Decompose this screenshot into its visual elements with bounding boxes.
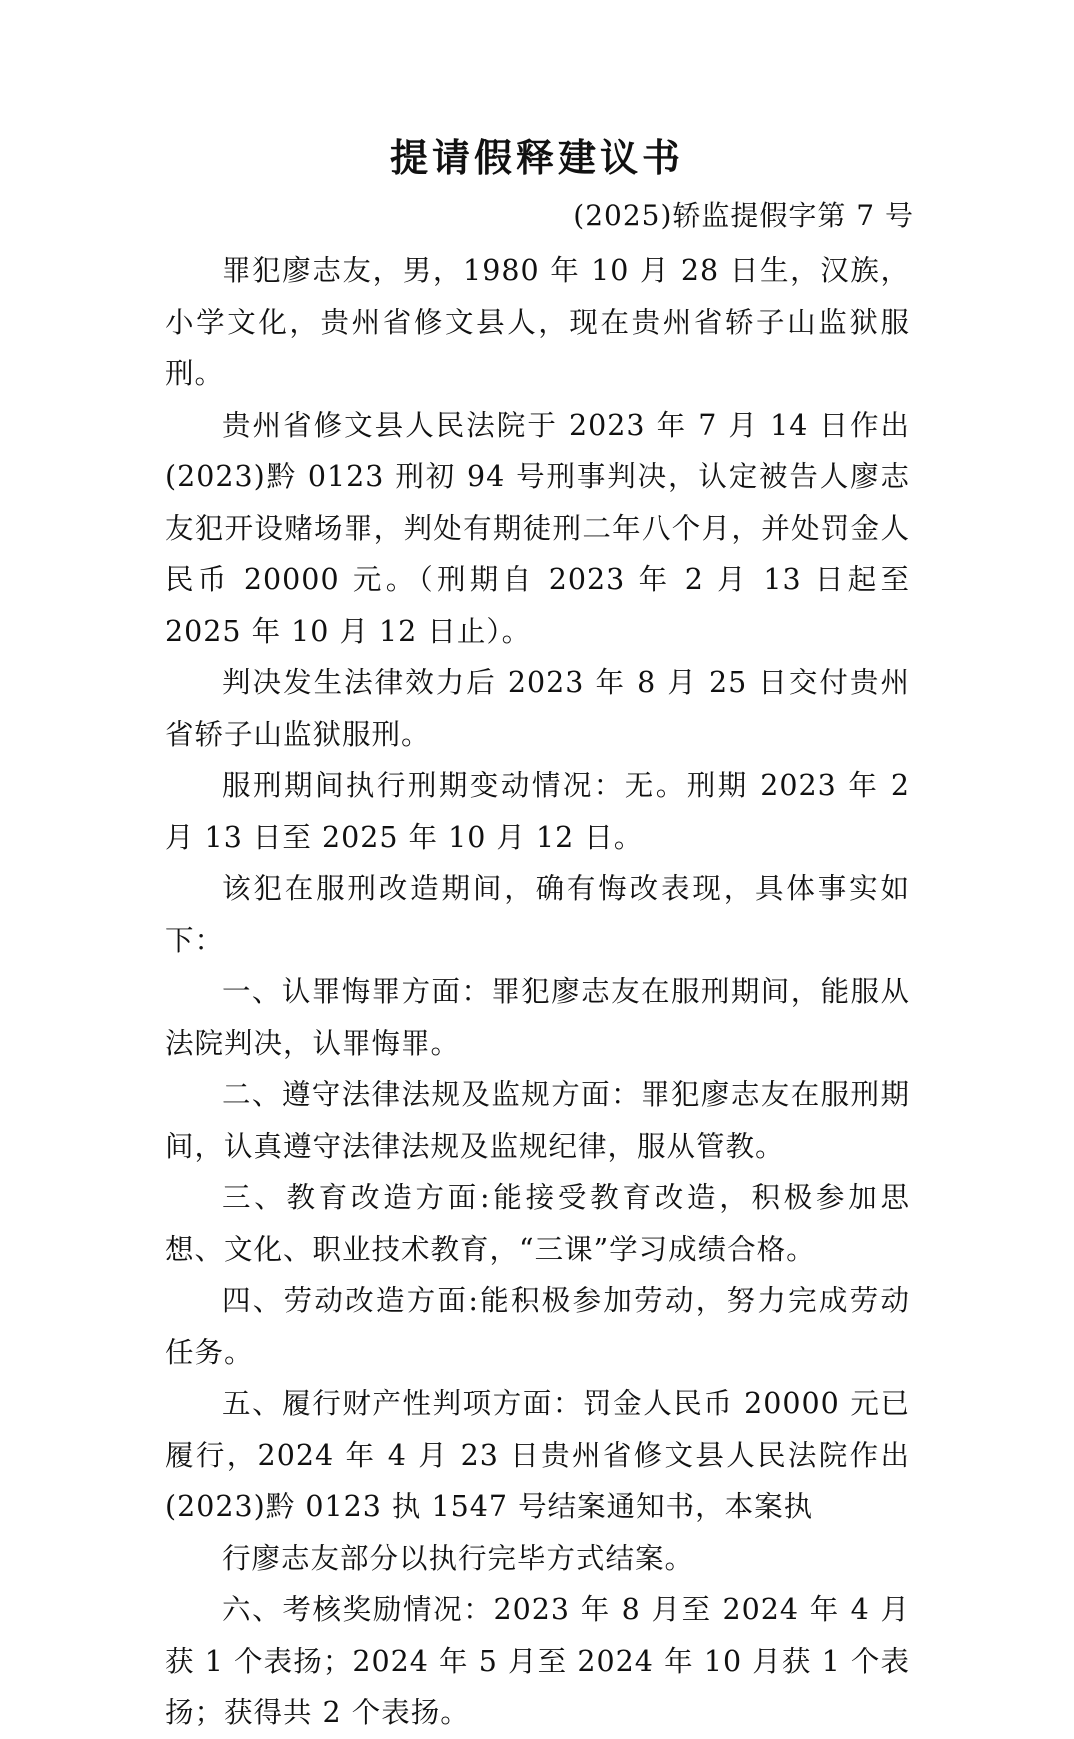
- paragraph-repentance-intro: 该犯在服刑改造期间，确有悔改表现，具体事实如下：: [165, 872, 910, 957]
- paragraph-delivery: 判决发生法律效力后 2023 年 8 月 25 日交付贵州省轿子山监狱服刑。: [165, 666, 910, 751]
- paragraph-item-property-judgment: 五、履行财产性判项方面：罚金人民币 20000 元已履行，2024 年 4 月 23 日贵州省修文县人民法院作出(2023)黔 0123 执 1547 号结案通知书，本案执: [165, 1387, 910, 1523]
- paragraph-sentence-changes: 服刑期间执行刑期变动情况：无。刑期 2023 年 2 月 13 日至 2025 年 10 月 12 日。: [165, 769, 910, 854]
- paragraph-item-property-judgment-cont: 行廖志友部分以执行完毕方式结案。: [222, 1541, 695, 1575]
- document-body: [165, 245, 910, 1739]
- paragraph-item-confession: 一、认罪悔罪方面：罪犯廖志友在服刑期间，能服从法院判决，认罪悔罪。: [165, 975, 910, 1060]
- document-title: 提请假释建议书: [389, 135, 684, 180]
- paragraph-court-judgment: 贵州省修文县人民法院于 2023 年 7 月 14 日作出(2023)黔 0123 刑初 94 号刑事判决，认定被告人廖志友犯开设赌场罪，判处有期徒刑二年八个月，并处罚金人民币 20000 元。（刑期自 2023 年 2 月 13 日起至 2025 年 10 月 12 日止）。: [165, 408, 910, 648]
- paragraph-item-rewards: 六、考核奖励情况：2023 年 8 月至 2024 年 4 月获 1 个表扬；2024 年 5 月至 2024 年 10 月获 1 个表扬；获得共 2 个表扬。: [165, 1593, 910, 1729]
- paragraph-item-labor: 四、劳动改造方面:能积极参加劳动，努力完成劳动任务。: [165, 1284, 910, 1369]
- paragraph-item-education: 三、教育改造方面:能接受教育改造，积极参加思想、文化、职业技术教育，“三课”学习成绩合格。: [165, 1181, 910, 1266]
- document-number: (2025)轿监提假字第 7 号: [573, 199, 914, 232]
- paragraph-item-law-compliance: 二、遵守法律法规及监规方面：罪犯廖志友在服刑期间，认真遵守法律法规及监规纪律，服从管教。: [165, 1078, 910, 1163]
- paragraph-criminal-info: 罪犯廖志友，男，1980 年 10 月 28 日生，汉族，小学文化，贵州省修文县人，现在贵州省轿子山监狱服刑。: [165, 254, 910, 390]
